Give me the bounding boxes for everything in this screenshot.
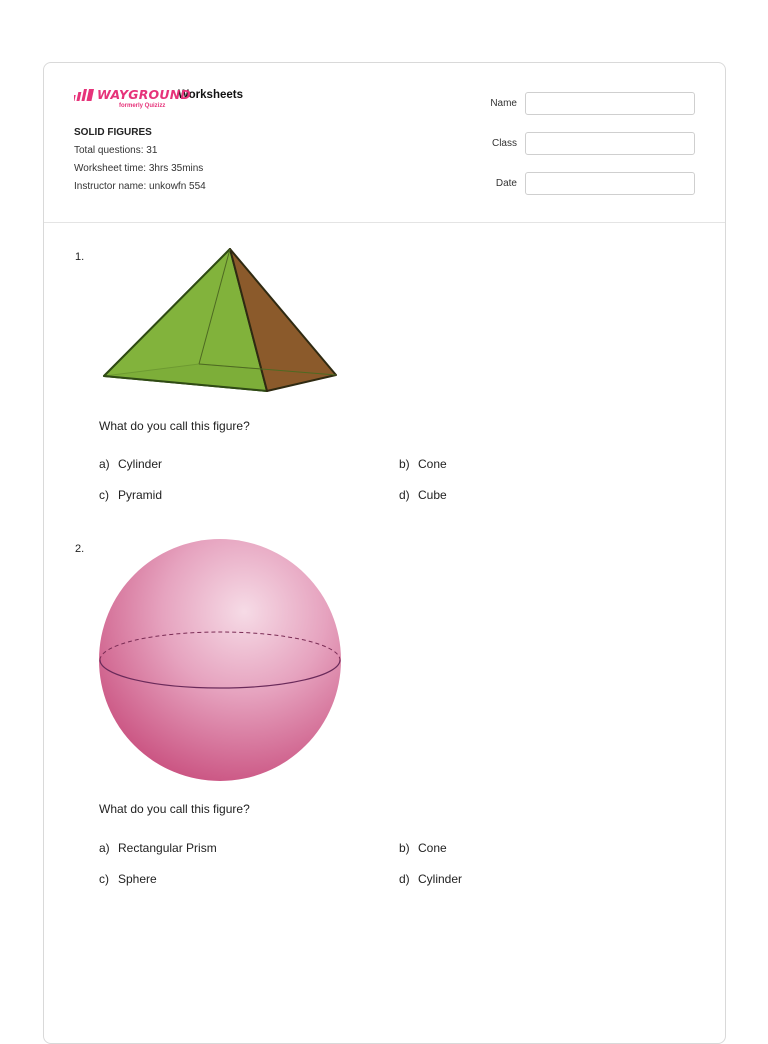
name-input[interactable]: [525, 92, 695, 115]
option-text: Cone: [418, 457, 447, 471]
sphere-figure: [97, 536, 343, 784]
date-input[interactable]: [525, 172, 695, 195]
total-questions: Total questions: 31: [74, 145, 158, 156]
option-letter: b): [399, 841, 410, 855]
option-letter: b): [399, 457, 410, 471]
option-a[interactable]: [99, 457, 162, 471]
option-letter: c): [99, 488, 109, 502]
option-c[interactable]: [99, 488, 162, 502]
worksheet-page: [43, 62, 726, 1044]
question-text: What do you call this figure?: [99, 419, 250, 433]
question-number: 2.: [75, 543, 85, 555]
date-field-row: [477, 172, 695, 195]
class-field-row: [477, 132, 695, 155]
option-letter: d): [399, 488, 410, 502]
name-label: Name: [490, 98, 517, 109]
name-field-row: [477, 92, 695, 115]
option-letter: c): [99, 872, 109, 886]
option-a[interactable]: [99, 841, 217, 855]
option-d[interactable]: [399, 872, 462, 886]
option-letter: a): [99, 457, 110, 471]
question-number: 1.: [75, 251, 85, 263]
brand-logo: [74, 87, 191, 113]
brand-subtitle: formerly Quizizz: [119, 103, 166, 109]
worksheet-title: SOLID FIGURES: [74, 127, 152, 138]
brand-row: [74, 87, 243, 113]
option-d[interactable]: [399, 488, 447, 502]
option-text: Rectangular Prism: [118, 841, 217, 855]
option-b[interactable]: [399, 457, 447, 471]
worksheet-meta: [74, 126, 206, 198]
question-text: What do you call this figure?: [99, 802, 250, 816]
option-text: Cone: [418, 841, 447, 855]
worksheet-time: Worksheet time: 3hrs 35mins: [74, 163, 204, 174]
option-text: Cylinder: [418, 872, 463, 886]
instructor-name: Instructor name: unkowfn 554: [74, 181, 206, 192]
option-letter: a): [99, 841, 110, 855]
app-name: Worksheets: [178, 89, 243, 101]
option-text: Sphere: [118, 872, 157, 886]
worksheet-header: [44, 63, 725, 223]
option-c[interactable]: [99, 872, 157, 886]
option-text: Cube: [418, 488, 447, 502]
option-text: Pyramid: [118, 488, 163, 502]
pyramid-figure: [100, 245, 340, 395]
class-input[interactable]: [525, 132, 695, 155]
brand-mark-icon: [74, 89, 96, 101]
option-letter: d): [399, 872, 410, 886]
option-text: Cylinder: [118, 457, 163, 471]
date-label: Date: [495, 178, 517, 189]
class-label: Class: [491, 138, 517, 149]
option-b[interactable]: [399, 841, 447, 855]
brand-name: WAYGROUND: [97, 87, 191, 102]
